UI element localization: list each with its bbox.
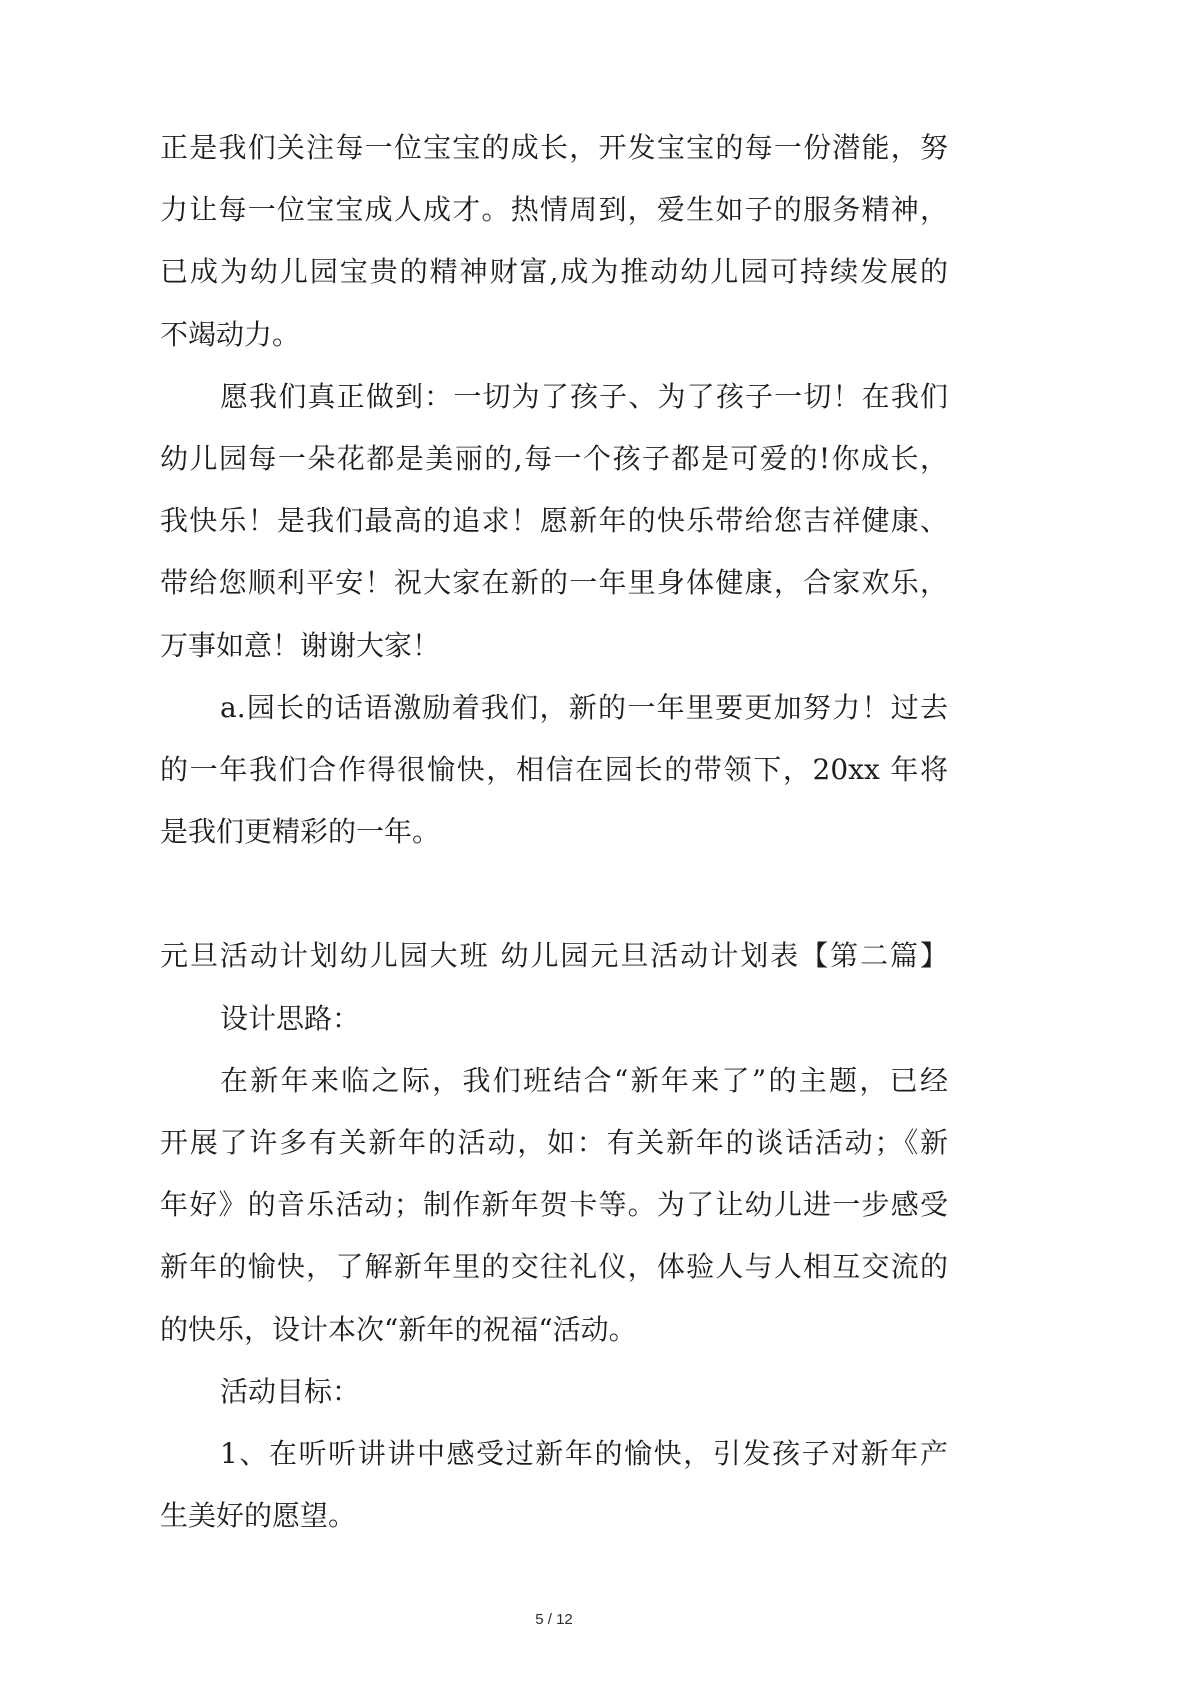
text-line: a.园长的话语激励着我们，新的一年里要更加努力！过去 (220, 690, 948, 724)
text-line: 我快乐！是我们最高的追求！愿新年的快乐带给您吉祥健康、 (160, 504, 948, 538)
text-line: 的一年我们合作得很愉快，相信在园长的带领下，20xx 年将 (160, 752, 948, 786)
text-line: 活动目标： (220, 1374, 361, 1408)
paragraph (160, 677, 948, 864)
page-content (160, 117, 948, 1547)
text-line: 年好》的音乐活动；制作新年贺卡等。为了让幼儿进一步感受 (160, 1188, 948, 1222)
text-line: 开展了许多有关新年的活动，如：有关新年的谈话活动；《新 (160, 1126, 948, 1159)
text-line: 正是我们关注每一位宝宝的成长，开发宝宝的每一份潜能，努 (160, 131, 948, 164)
text-line: 幼儿园每一朵花都是美丽的,每一个孩子都是可爱的!你成长， (160, 441, 948, 475)
text-line: 设计思路： (220, 1001, 361, 1035)
text-line: 带给您顺利平安！祝大家在新的一年里身体健康，合家欢乐， (160, 566, 948, 600)
page-number: 5 / 12 (535, 1611, 573, 1628)
section-heading: 元旦活动计划幼儿园大班 幼儿园元旦活动计划表【第二篇】 (160, 939, 948, 973)
paragraph (160, 1361, 948, 1423)
blank-line (160, 863, 948, 925)
paragraph (160, 1050, 948, 1361)
text-line: 万事如意！谢谢大家！ (160, 628, 441, 662)
text-line: 在新年来临之际，我们班结合“新年来了”的主题，已经 (220, 1063, 948, 1097)
text-line: 不竭动力。 (160, 317, 301, 351)
paragraph (160, 366, 948, 677)
paragraph (160, 117, 948, 366)
text-line: 新年的愉快，了解新年里的交往礼仪，体验人与人相互交流的 (160, 1250, 948, 1284)
text-line: 是我们更精彩的一年。 (160, 815, 441, 849)
text-line: 1、在听听讲讲中感受过新年的愉快，引发孩子对新年产 (220, 1436, 948, 1470)
text-line: 已成为幼儿园宝贵的精神财富,成为推动幼儿园可持续发展的 (160, 255, 948, 289)
paragraph (160, 1423, 948, 1547)
text-line: 愿我们真正做到：一切为了孩子、为了孩子一切！在我们 (220, 379, 948, 413)
paragraph (160, 988, 948, 1050)
text-line: 力让每一位宝宝成人成才。热情周到，爱生如子的服务精神， (160, 193, 948, 227)
text-line: 生美好的愿望。 (160, 1499, 357, 1533)
text-line: 的快乐，设计本次“新年的祝福“活动。 (160, 1312, 637, 1346)
